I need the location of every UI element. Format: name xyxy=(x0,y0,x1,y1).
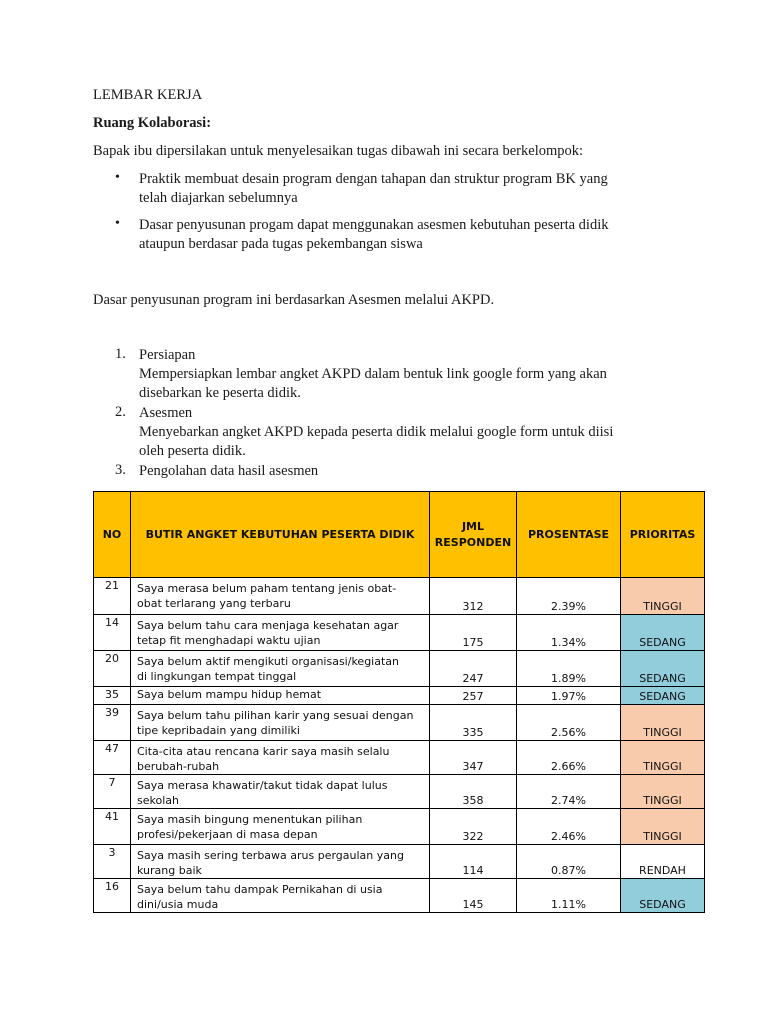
table-row xyxy=(94,651,705,687)
item-line: Saya belum tahu dampak Pernikahan di usia xyxy=(137,883,383,896)
bullet-text-line: Dasar penyusunan progam dapat menggunakan asesmen kebutuhan peserta didik xyxy=(139,217,609,233)
item-line: Saya merasa belum paham tentang jenis obat- xyxy=(137,582,397,595)
cell-no: 41 xyxy=(94,809,131,845)
cell-percent: 1.89% xyxy=(517,651,621,687)
cell-count: 114 xyxy=(430,845,517,879)
table-row xyxy=(94,775,705,809)
page-title: LEMBAR KERJA xyxy=(93,87,203,103)
table-header-row xyxy=(94,492,705,578)
cell-no: 14 xyxy=(94,615,131,651)
cell-item xyxy=(131,879,430,913)
cell-no: 16 xyxy=(94,879,131,913)
step-number: 2. xyxy=(115,404,126,420)
cell-count: 358 xyxy=(430,775,517,809)
cell-percent: 2.74% xyxy=(517,775,621,809)
cell-no: 39 xyxy=(94,705,131,741)
item-line: Saya belum mampu hidup hemat xyxy=(137,688,322,701)
cell-no: 7 xyxy=(94,775,131,809)
cell-item xyxy=(131,845,430,879)
cell-no: 47 xyxy=(94,741,131,775)
cell-no: 3 xyxy=(94,845,131,879)
item-line: profesi/pekerjaan di masa depan xyxy=(137,828,318,841)
bullet-marker-icon: • xyxy=(115,216,120,231)
header-item: BUTIR ANGKET KEBUTUHAN PESERTA DIDIK xyxy=(131,492,430,578)
item-line: Saya merasa khawatir/takut tidak dapat lulus xyxy=(137,779,388,792)
item-line: dini/usia muda xyxy=(137,898,219,911)
item-line: Saya belum tahu pilihan karir yang sesuai dengan xyxy=(137,709,414,722)
item-line: tetap fit menghadapi waktu ujian xyxy=(137,634,321,647)
step-description: disebarkan ke peserta didik. xyxy=(139,385,301,401)
basis-paragraph: Dasar penyusunan program ini berdasarkan Asesmen melalui AKPD. xyxy=(93,292,495,308)
cell-priority: TINGGI xyxy=(621,775,705,809)
header-no: NO xyxy=(94,492,131,578)
cell-count: 247 xyxy=(430,651,517,687)
cell-item xyxy=(131,651,430,687)
header-percentage: PROSENTASE xyxy=(517,492,621,578)
cell-priority: SEDANG xyxy=(621,687,705,705)
cell-percent: 0.87% xyxy=(517,845,621,879)
cell-percent: 2.66% xyxy=(517,741,621,775)
cell-priority: TINGGI xyxy=(621,578,705,615)
table-row xyxy=(94,741,705,775)
step-description: Menyebarkan angket AKPD kepada peserta didik melalui google form untuk diisi xyxy=(139,424,614,440)
cell-item xyxy=(131,775,430,809)
cell-count: 145 xyxy=(430,879,517,913)
bullet-marker-icon: • xyxy=(115,170,120,185)
cell-percent: 2.56% xyxy=(517,705,621,741)
bullet-text-line: telah diajarkan sebelumnya xyxy=(139,190,298,206)
table-row xyxy=(94,809,705,845)
cell-item xyxy=(131,809,430,845)
cell-percent: 1.34% xyxy=(517,615,621,651)
cell-priority: RENDAH xyxy=(621,845,705,879)
item-line: obat terlarang yang terbaru xyxy=(137,597,291,610)
cell-percent: 1.97% xyxy=(517,687,621,705)
cell-priority: SEDANG xyxy=(621,615,705,651)
step-title: Asesmen xyxy=(139,405,193,421)
cell-count: 335 xyxy=(430,705,517,741)
step-number: 3. xyxy=(115,462,126,478)
table-row xyxy=(94,879,705,913)
step-title: Pengolahan data hasil asesmen xyxy=(139,463,319,479)
header-respondent-count xyxy=(430,492,517,578)
cell-no: 21 xyxy=(94,578,131,615)
cell-item xyxy=(131,615,430,651)
cell-no: 35 xyxy=(94,687,131,705)
step-description: Mempersiapkan lembar angket AKPD dalam bentuk link google form yang akan xyxy=(139,366,607,382)
step-description: oleh peserta didik. xyxy=(139,443,246,459)
cell-percent: 1.11% xyxy=(517,879,621,913)
item-line: Cita-cita atau rencana karir saya masih selalu xyxy=(137,745,390,758)
section-heading: Ruang Kolaborasi: xyxy=(93,115,212,131)
item-line: Saya belum tahu cara menjaga kesehatan agar xyxy=(137,619,399,632)
item-line: Saya masih bingung menentukan pilihan xyxy=(137,813,363,826)
item-line: Saya belum aktif mengikuti organisasi/kegiatan xyxy=(137,655,399,668)
cell-priority: TINGGI xyxy=(621,809,705,845)
table-row xyxy=(94,578,705,615)
akpd-results-table xyxy=(93,491,705,913)
cell-priority: SEDANG xyxy=(621,879,705,913)
cell-count: 257 xyxy=(430,687,517,705)
header-priority: PRIORITAS xyxy=(621,492,705,578)
item-line: tipe kepribadain yang dimiliki xyxy=(137,724,300,737)
cell-count: 175 xyxy=(430,615,517,651)
cell-item xyxy=(131,578,430,615)
header-count-line2: RESPONDEN xyxy=(434,535,512,549)
cell-count: 322 xyxy=(430,809,517,845)
item-line: berubah-rubah xyxy=(137,760,220,773)
cell-priority: TINGGI xyxy=(621,705,705,741)
table-row xyxy=(94,615,705,651)
step-title: Persiapan xyxy=(139,347,196,363)
step-number: 1. xyxy=(115,346,126,362)
table-row xyxy=(94,845,705,879)
bullet-text-line: ataupun berdasar pada tugas pekembangan siswa xyxy=(139,236,423,252)
cell-percent: 2.46% xyxy=(517,809,621,845)
cell-item xyxy=(131,741,430,775)
item-line: sekolah xyxy=(137,794,179,807)
cell-item xyxy=(131,705,430,741)
cell-percent: 2.39% xyxy=(517,578,621,615)
cell-priority: SEDANG xyxy=(621,651,705,687)
item-line: di lingkungan tempat tinggal xyxy=(137,670,297,683)
cell-no: 20 xyxy=(94,651,131,687)
intro-paragraph: Bapak ibu dipersilakan untuk menyelesaikan tugas dibawah ini secara berkelompok: xyxy=(93,143,584,159)
cell-item xyxy=(131,687,430,705)
cell-priority: TINGGI xyxy=(621,741,705,775)
table-row xyxy=(94,687,705,705)
item-line: Saya masih sering terbawa arus pergaulan yang xyxy=(137,849,404,862)
table-row xyxy=(94,705,705,741)
item-line: kurang baik xyxy=(137,864,202,877)
cell-count: 312 xyxy=(430,578,517,615)
header-count-line1: JML xyxy=(461,519,485,533)
cell-count: 347 xyxy=(430,741,517,775)
bullet-text-line: Praktik membuat desain program dengan tahapan dan struktur program BK yang xyxy=(139,171,608,187)
